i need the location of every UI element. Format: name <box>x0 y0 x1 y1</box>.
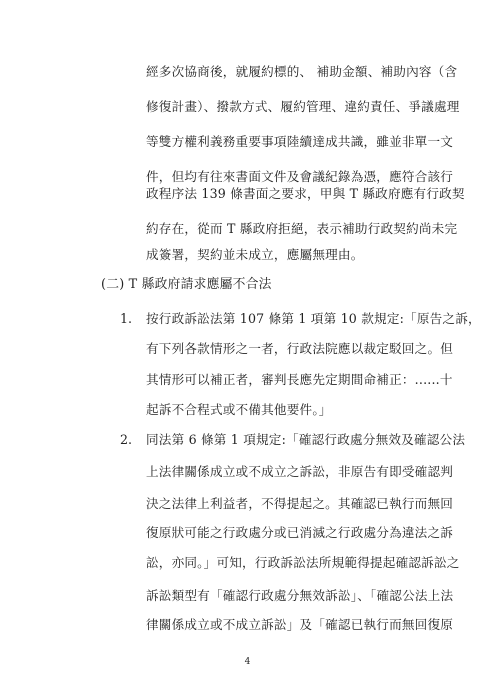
text-line: 政程序法 139 條書面之要求，甲與 T 縣政府應有行政契 <box>146 186 465 201</box>
text-line: 修復計畫）、撥款方式、履約管理、違約責任、爭議處理 <box>146 99 460 114</box>
text-line: 律關係成立或不成立訴訟」及「確認已執行而無回復原 <box>146 617 454 632</box>
text-line: 成簽署，契約並未成立，應屬無理由。 <box>146 247 364 262</box>
text-line: 等雙方權利義務重要事項陸續達成共識，雖並非單一文 <box>146 134 454 149</box>
text-line: 有下列各款情形之一者，行政法院應以裁定駁回之。但 <box>146 341 454 356</box>
text-line: 按行政訴訟法第 107 條第 1 項第 10 款規定:「原告之訴， <box>146 311 481 326</box>
page-number: 4 <box>244 657 251 667</box>
text-line: 件，但均有往來書面文件及會議紀錄為憑，應符合該行 <box>146 169 454 184</box>
text-line: 決之法律上利益者，不得提起之。其確認已執行而無回 <box>146 496 454 511</box>
item-number: 2. <box>120 432 133 447</box>
text-line: 復原狀可能之行政處分或已消滅之行政處分為違法之訴 <box>146 525 454 540</box>
text-line: 同法第 6 條第 1 項規定:「確認行政處分無效及確認公法 <box>146 432 466 447</box>
text-line: 其情形可以補正者，審判長應先定期間命補正：......十 <box>146 372 453 387</box>
text-line: 上法律關係成立或不成立之訴訟，非原告有即受確認判 <box>146 464 454 479</box>
text-line: 起訴不合程式或不備其他要件。」 <box>146 402 332 417</box>
text-line: 經多次協商後，就履約標的、 補助金額、補助內容（含 <box>146 64 458 79</box>
text-line: 訴訟類型有「確認行政處分無效訴訟」、「確認公法上法 <box>146 588 454 603</box>
item-number: 1. <box>120 311 133 326</box>
text-line: 訟，亦同。」可知，行政訴訟法所規範得提起確認訴訟之 <box>146 555 460 570</box>
section-heading: (二) T 縣政府請求應屬不合法 <box>101 277 272 292</box>
text-line: 約存在，從而 T 縣政府拒絕，表示補助行政契約尚未完 <box>146 221 458 236</box>
